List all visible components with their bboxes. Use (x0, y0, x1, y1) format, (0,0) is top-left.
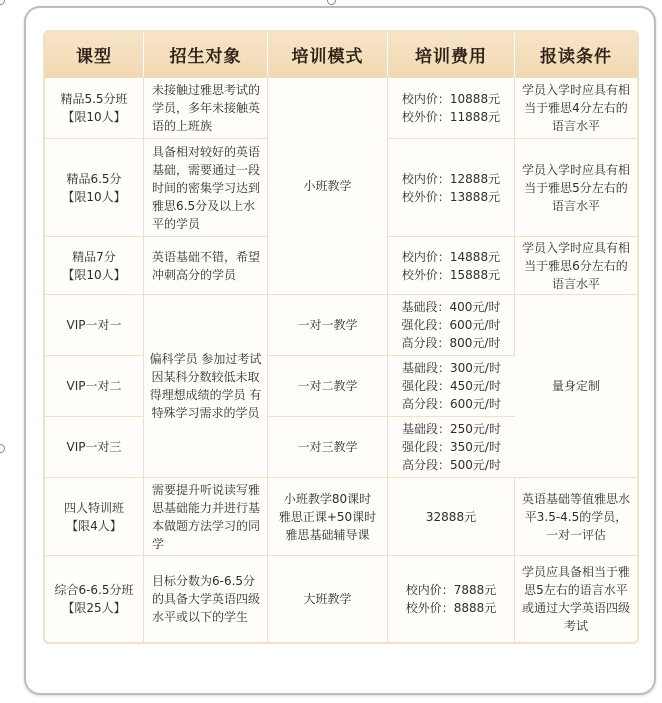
resize-handle-top-left[interactable] (0, 0, 5, 5)
course-cell: 四人特训班 【限4人】 (45, 478, 144, 556)
table-row (45, 78, 637, 139)
mode-cell: 小班教学80课时 雅思正课+50课时 雅思基础辅导课 (268, 478, 388, 556)
fee-cell: 校内价：10888元 校外价：11888元 (388, 78, 515, 139)
mode-cell: 一对三教学 (268, 417, 388, 478)
course-fee-table (43, 30, 639, 644)
course-cell: VIP一对一 (45, 295, 144, 356)
requirement-cell: 学员入学时应具有相当于雅思6分左右的语言水平 (515, 237, 637, 295)
header-course-type: 课型 (45, 32, 144, 78)
fee-cell: 32888元 (388, 478, 515, 556)
course-cell: 精品6.5分 【限10人】 (45, 139, 144, 237)
requirement-cell: 英语基础等值雅思水平3.5-4.5的学员，一对一评估 (515, 478, 637, 556)
course-cell: VIP一对三 (45, 417, 144, 478)
table-header-row (45, 32, 637, 78)
target-cell: 目标分数为6-6.5分的具备大学英语四级水平或以下的学生 (144, 556, 268, 642)
fee-cell: 校内价：14888元 校外价：15888元 (388, 237, 515, 295)
fee-cell: 基础段：400元/时 强化段：600元/时 高分段：800元/时 (388, 295, 515, 356)
table-row (45, 295, 637, 356)
mode-cell: 一对一教学 (268, 295, 388, 356)
resize-handle-top-center[interactable] (327, 0, 336, 5)
target-cell: 需要提升听说读写雅思基础能力并进行基本做题方法学习的同学 (144, 478, 268, 556)
requirement-cell: 学员应具备相当于雅思5左右的语言水平或通过大学英语四级考试 (521, 565, 630, 633)
requirement-cell: 量身定制 (515, 295, 637, 478)
table-row (45, 556, 637, 642)
fee-cell: 基础段：250元/时 强化段：350元/时 高分段：500元/时 (388, 417, 515, 478)
course-cell: 精品5.5分班 【限10人】 (45, 78, 144, 139)
header-requirement: 报读条件 (515, 32, 637, 78)
fee-cell: 校内价：12888元 校外价：13888元 (388, 139, 515, 237)
course-cell: 精品7分 【限10人】 (45, 237, 144, 295)
table-row (45, 478, 637, 556)
target-cell: 英语基础不错，希望冲刺高分的学员 (144, 237, 268, 295)
header-target: 招生对象 (144, 32, 268, 78)
header-mode: 培训模式 (268, 32, 388, 78)
requirement-cell: 学员入学时应具有相当于雅思5分左右的语言水平 (515, 139, 637, 237)
fee-cell: 校内价：7888元 校外价：8888元 (388, 556, 515, 642)
requirement-cell: 学员入学时应具有相当于雅思4分左右的语言水平 (515, 78, 637, 139)
fee-cell: 基础段：300元/时 强化段：450元/时 高分段：600元/时 (388, 356, 515, 417)
mode-cell: 小班教学 (268, 78, 388, 295)
target-cell: 未接触过雅思考试的学员，多年未接触英语的上班族 (144, 78, 268, 139)
mode-cell: 一对二教学 (268, 356, 388, 417)
target-cell: 具备相对较好的英语基础，需要通过一段时间的密集学习达到雅思6.5分及以上水平的学员 (144, 139, 268, 237)
header-fee: 培训费用 (388, 32, 515, 78)
course-cell: 综合6-6.5分班 【限25人】 (45, 556, 144, 642)
course-cell: VIP一对二 (45, 356, 144, 417)
resize-handle-middle-left[interactable] (0, 444, 5, 453)
target-cell: 偏科学员 参加过考试因某科分数较低未取得理想成绩的学员 有特殊学习需求的学员 (144, 295, 268, 478)
mode-cell: 大班教学 (268, 556, 388, 642)
